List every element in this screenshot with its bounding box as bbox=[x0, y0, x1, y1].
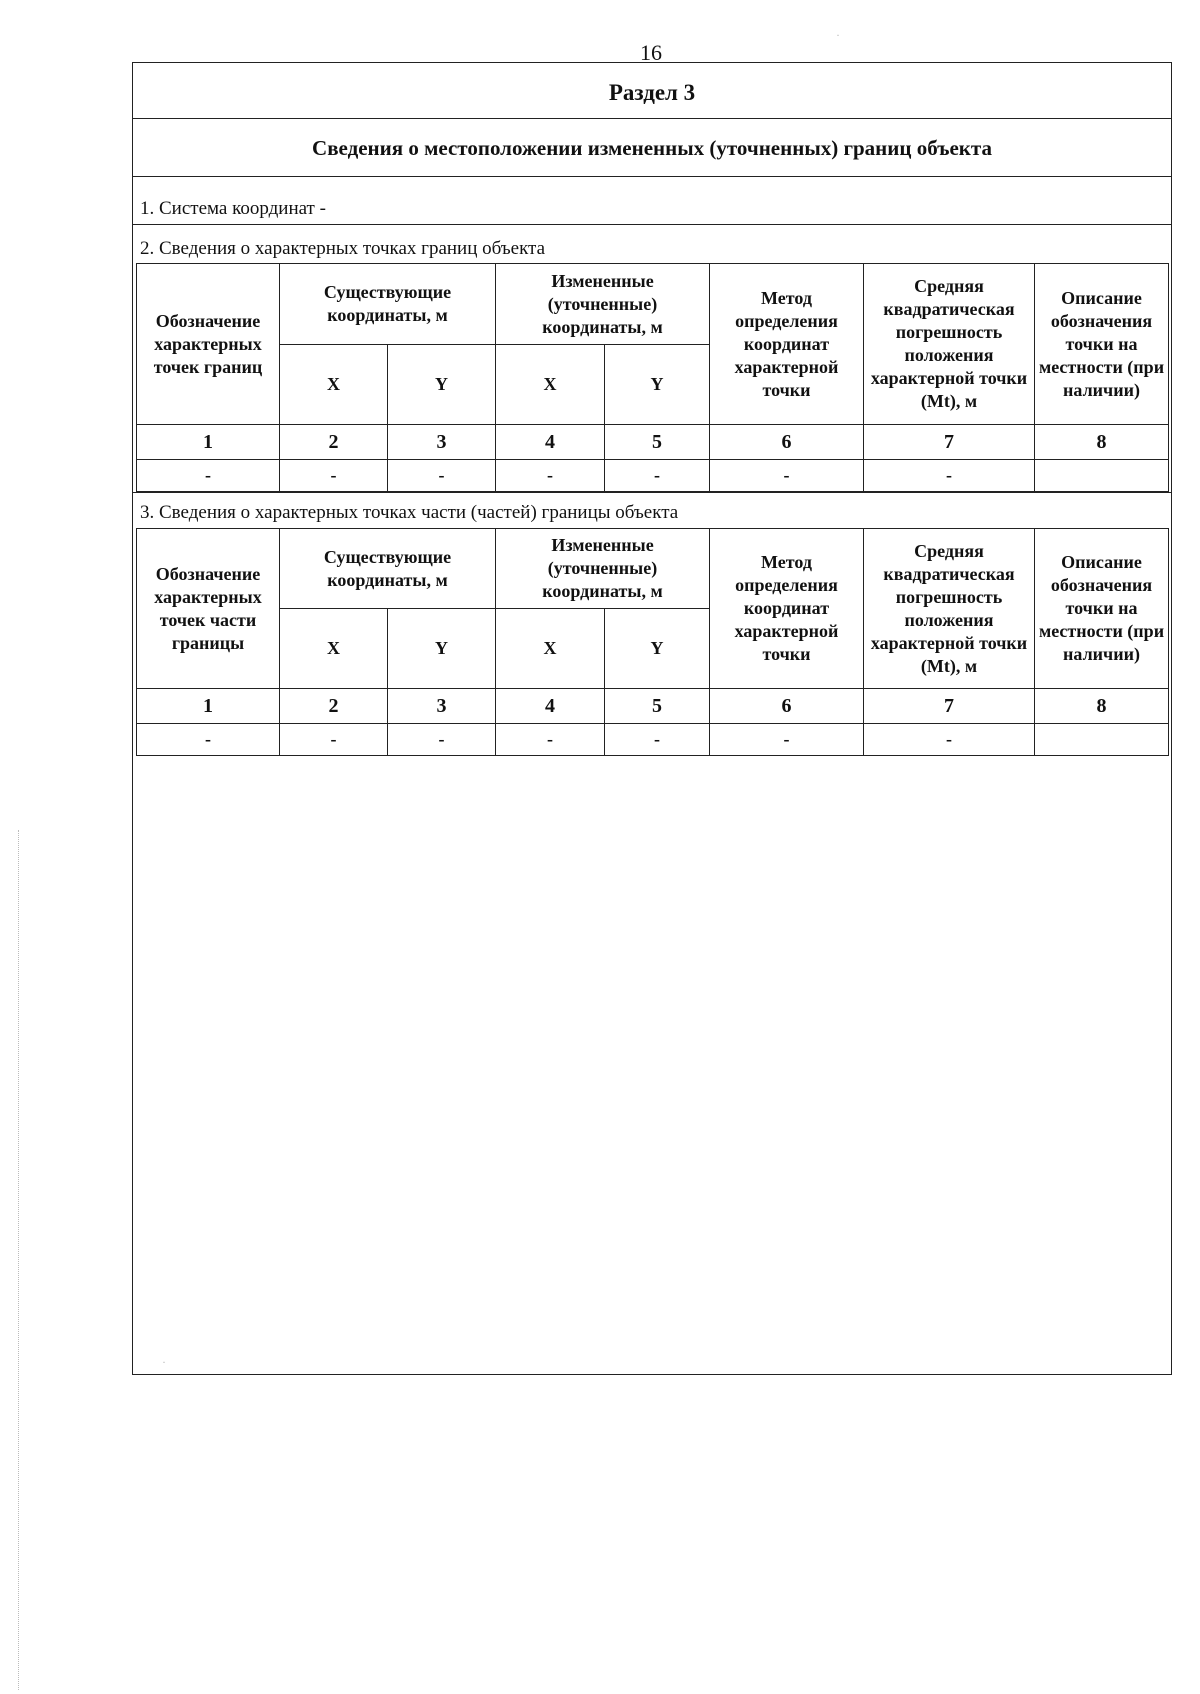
header-changed-coordinates: Измененные (уточненные) координаты, м bbox=[496, 264, 710, 345]
scan-edge-artifact bbox=[18, 830, 19, 1690]
boundary-part-points-table bbox=[136, 528, 1169, 756]
section-divider-2 bbox=[132, 176, 1172, 177]
header-changed-coordinates: Измененные (уточненные) координаты, м bbox=[496, 529, 710, 609]
boundary-points-table bbox=[136, 263, 1169, 492]
column-number: 7 bbox=[864, 689, 1035, 724]
table-cell: - bbox=[137, 724, 280, 756]
column-number: 6 bbox=[710, 689, 864, 724]
header-x: X bbox=[280, 609, 388, 689]
column-number: 1 bbox=[137, 425, 280, 460]
table-cell: - bbox=[710, 724, 864, 756]
table1-caption: 2. Сведения о характерных точках границ объекта bbox=[140, 238, 546, 259]
header-existing-coordinates: Существующие координаты, м bbox=[280, 529, 496, 609]
section-divider-3 bbox=[132, 224, 1172, 225]
column-number: 3 bbox=[388, 425, 496, 460]
table-cell: - bbox=[496, 724, 605, 756]
header-x: X bbox=[280, 345, 388, 425]
column-number: 4 bbox=[496, 425, 605, 460]
header-designation: Обозначение характерных точек части границы bbox=[137, 529, 280, 689]
header-y: Y bbox=[605, 345, 710, 425]
section-subtitle: Сведения о местоположении измененных (уточненных) границ объекта bbox=[312, 136, 992, 160]
scan-speck: · bbox=[836, 28, 840, 42]
table-cell bbox=[1035, 724, 1169, 756]
column-number: 7 bbox=[864, 425, 1035, 460]
header-method: Метод определения координат характерной точки bbox=[710, 264, 864, 425]
table-cell: - bbox=[137, 460, 280, 492]
section-divider-1 bbox=[132, 118, 1172, 119]
column-number: 5 bbox=[605, 689, 710, 724]
scan-speck: · bbox=[162, 1355, 166, 1369]
table-cell: - bbox=[864, 724, 1035, 756]
column-number: 4 bbox=[496, 689, 605, 724]
table-cell: - bbox=[280, 460, 388, 492]
header-existing-coordinates: Существующие координаты, м bbox=[280, 264, 496, 345]
column-number: 3 bbox=[388, 689, 496, 724]
header-method: Метод определения координат характерной точки bbox=[710, 529, 864, 689]
table2-caption: 3. Сведения о характерных точках части (частей) границы объекта bbox=[140, 502, 679, 523]
section-divider-4 bbox=[132, 492, 1172, 493]
header-y: Y bbox=[388, 345, 496, 425]
header-designation: Обозначение характерных точек границ bbox=[137, 264, 280, 425]
section-title: Раздел 3 bbox=[608, 80, 696, 105]
column-number: 2 bbox=[280, 425, 388, 460]
header-x: X bbox=[496, 345, 605, 425]
column-number: 8 bbox=[1035, 425, 1169, 460]
header-error: Средняя квадратическая погрешность положения характерной точки (Mt), м bbox=[864, 529, 1035, 689]
column-number: 5 bbox=[605, 425, 710, 460]
table-cell: - bbox=[605, 460, 710, 492]
table-cell: - bbox=[605, 724, 710, 756]
column-number: 2 bbox=[280, 689, 388, 724]
page-number: 16 bbox=[640, 40, 662, 65]
column-number: 1 bbox=[137, 689, 280, 724]
table-cell: - bbox=[496, 460, 605, 492]
table-cell: - bbox=[710, 460, 864, 492]
table-cell: - bbox=[388, 724, 496, 756]
table-cell: - bbox=[280, 724, 388, 756]
table-cell bbox=[1035, 460, 1169, 492]
column-number: 6 bbox=[710, 425, 864, 460]
table-cell: - bbox=[388, 460, 496, 492]
header-x: X bbox=[496, 609, 605, 689]
header-description: Описание обозначения точки на местности (при наличии) bbox=[1035, 529, 1169, 689]
header-y: Y bbox=[388, 609, 496, 689]
coordinate-system: 1. Система координат - bbox=[140, 198, 326, 219]
header-description: Описание обозначения точки на местности (при наличии) bbox=[1035, 264, 1169, 425]
header-y: Y bbox=[605, 609, 710, 689]
table-cell: - bbox=[864, 460, 1035, 492]
header-error: Средняя квадратическая погрешность положения характерной точки (Mt), м bbox=[864, 264, 1035, 425]
column-number: 8 bbox=[1035, 689, 1169, 724]
